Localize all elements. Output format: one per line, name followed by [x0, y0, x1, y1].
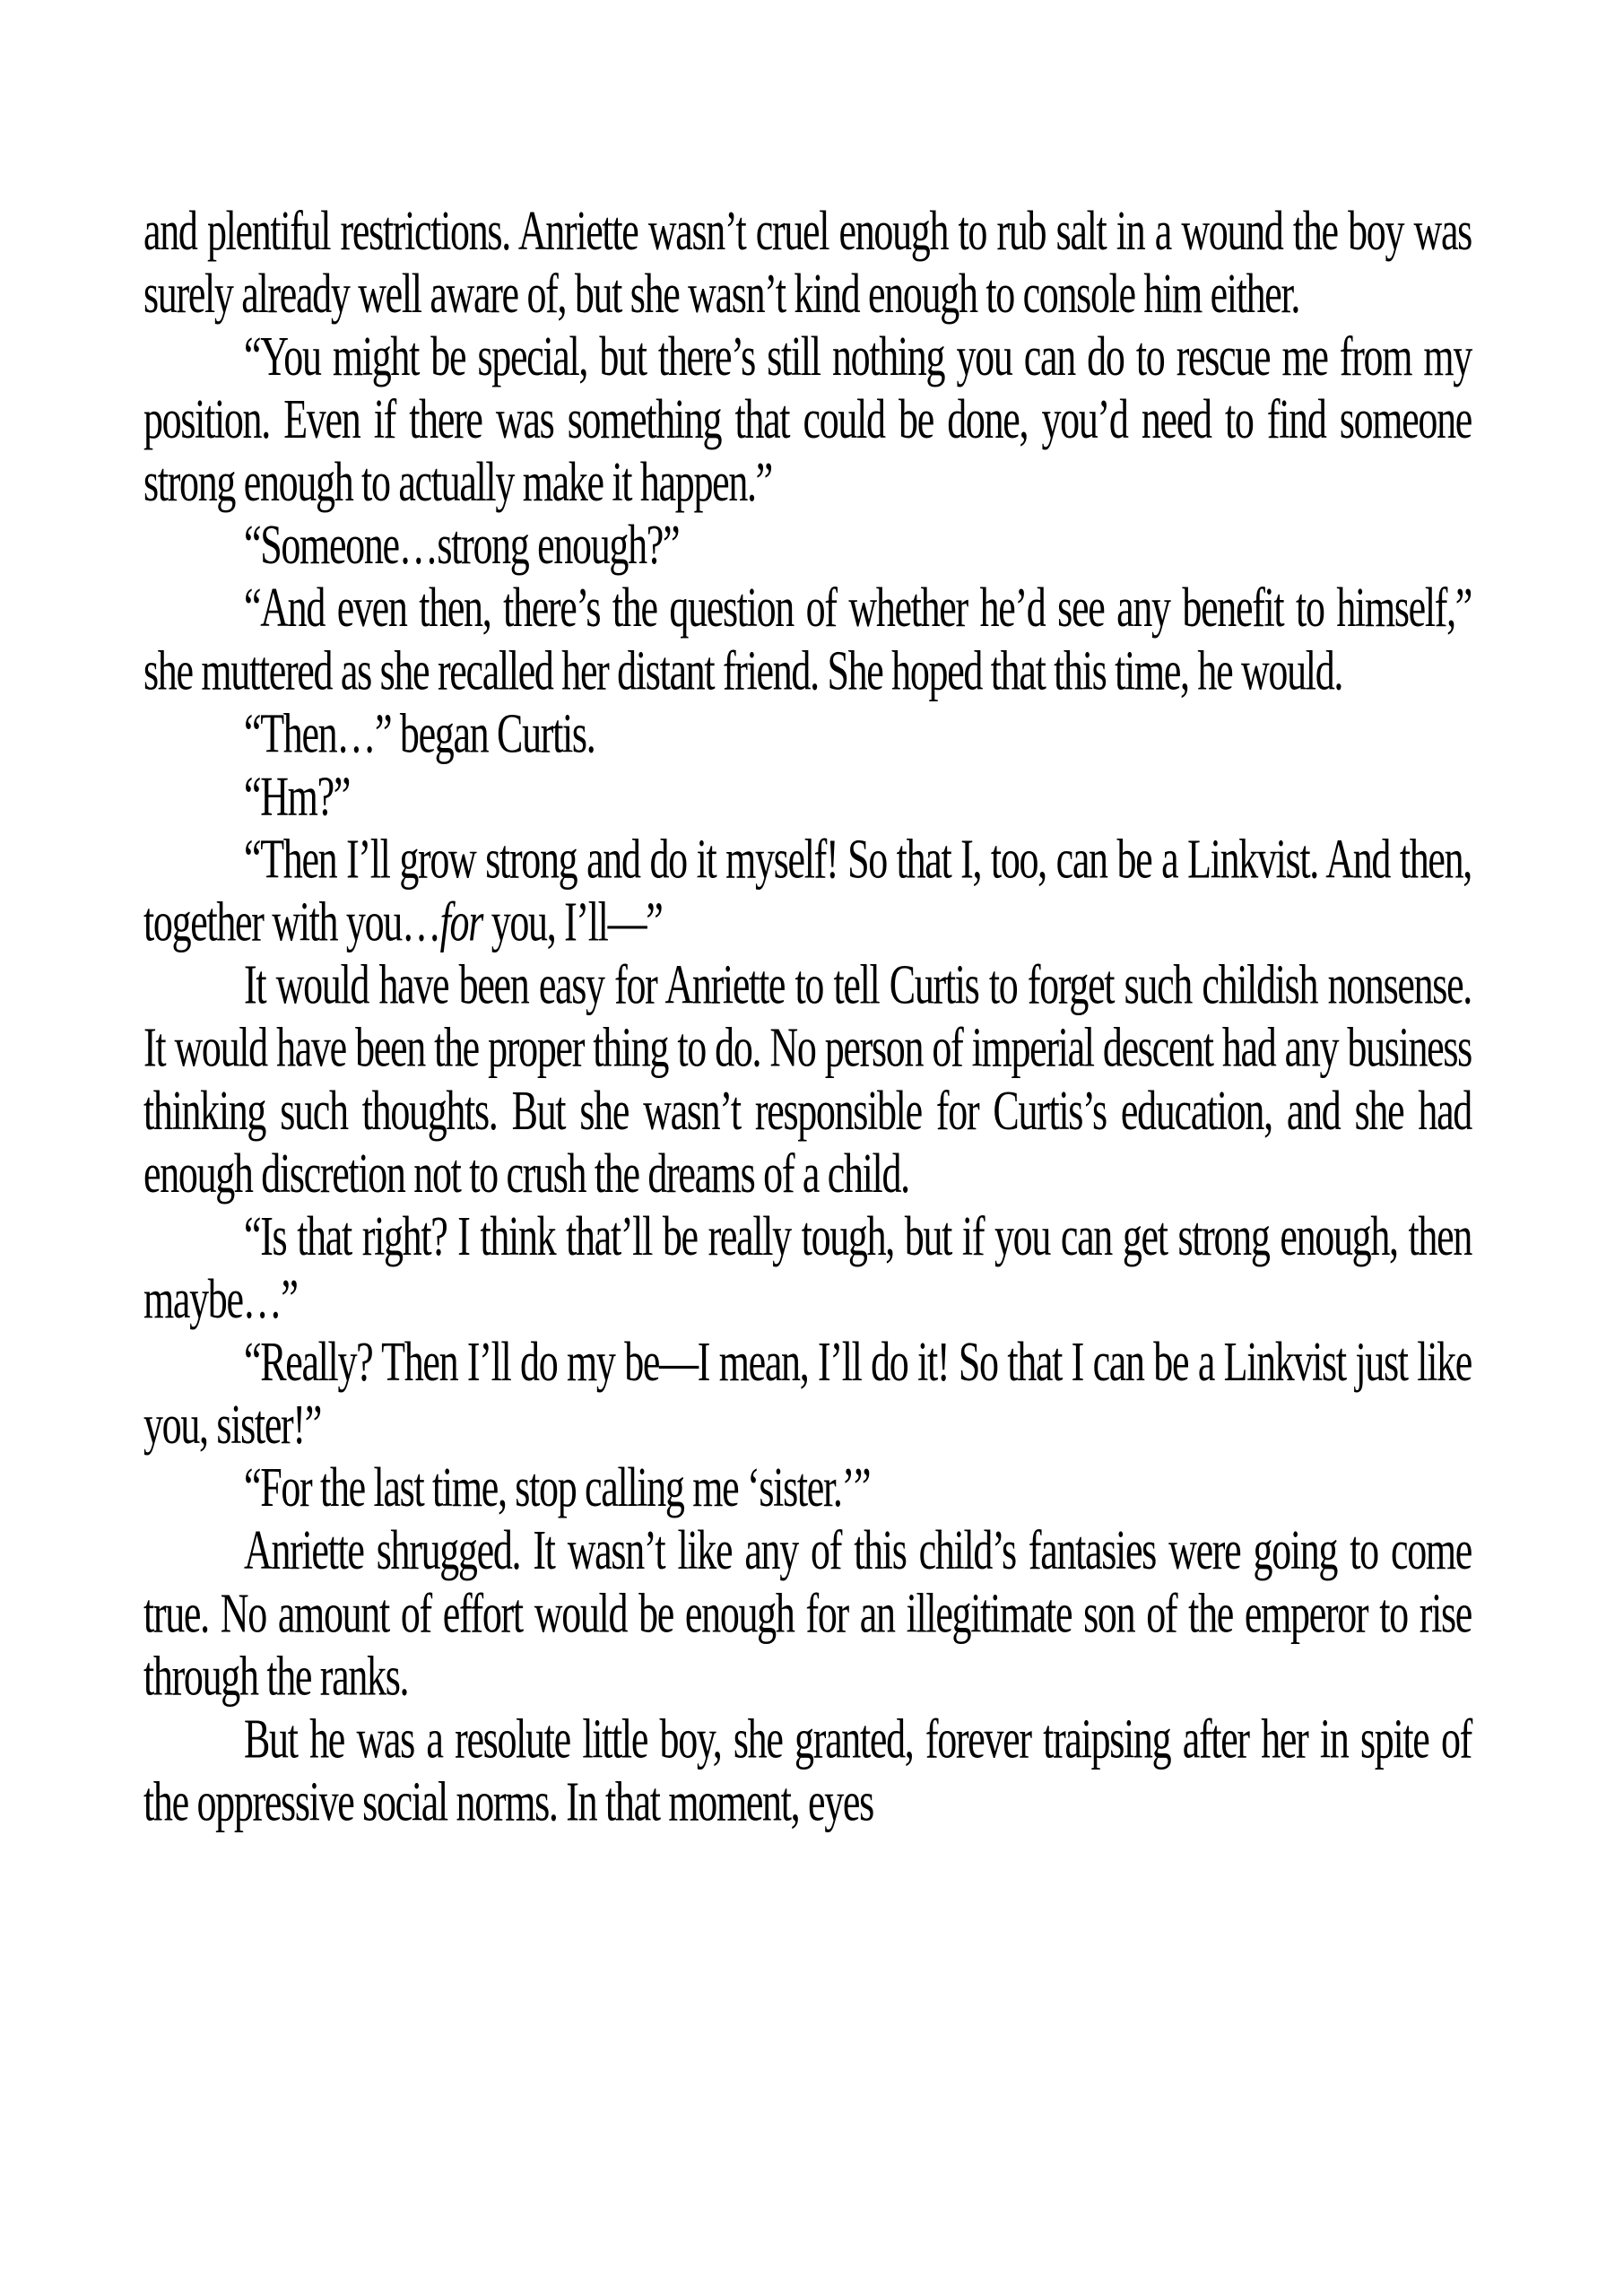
text-segment: you, I’ll—”: [482, 890, 663, 953]
paragraph: [143, 1708, 1472, 1833]
text-segment: “Then I’ll grow strong and do it myself! So that I, too, can be a Linkvist. And then, together with you…: [143, 827, 1472, 953]
text-segment: “Really? Then I’ll do my be—I mean, I’ll do it! So that I can be a Linkvist just like you, sister!”: [143, 1330, 1472, 1457]
paragraph: [143, 1330, 1472, 1456]
paragraph: [143, 576, 1472, 701]
page-text: [143, 199, 1472, 1833]
text-segment-italic: for: [439, 890, 483, 953]
paragraph: [143, 702, 1472, 765]
paragraph: [143, 828, 1472, 953]
text-segment: But he was a resolute little boy, she granted, forever traipsing after her in spite of the oppressive social norms. In that moment, eyes: [143, 1707, 1472, 1833]
paragraph: [143, 953, 1472, 1205]
text-segment: Anriette shrugged. It wasn’t like any of this child’s fantasies were going to come true. No amount of effort would be enough for an illegitimate son of the emperor to rise through the ranks.: [143, 1518, 1472, 1708]
text-segment: and plentiful restrictions. Anriette wasn’t cruel enough to rub salt in a wound the boy was surely already well aware of, but she wasn’t kind enough to console him either.: [143, 199, 1472, 326]
text-segment: “Hm?”: [244, 764, 350, 828]
paragraph: [143, 1456, 1472, 1518]
text-segment: “Someone…strong enough?”: [244, 513, 680, 577]
text-segment: “Then…” began Curtis.: [244, 701, 595, 765]
text-segment: “For the last time, stop calling me ‘sister.’”: [244, 1456, 871, 1519]
paragraph: [143, 325, 1472, 513]
text-segment: “And even then, there’s the question of whether he’d see any benefit to himself,” she muttered as she recalled her distant friend. She hoped that this time, he would.: [143, 576, 1472, 702]
paragraph: [143, 765, 1472, 828]
text-segment: “You might be special, but there’s still nothing you can do to rescue me from my position. Even if there was something that could be done, you’d need to find someone strong enough to actually make it happen.”: [143, 325, 1472, 514]
paragraph: [143, 513, 1472, 576]
text-segment: “Is that right? I think that’ll be really tough, but if you can get strong enough, then maybe…”: [143, 1205, 1472, 1331]
paragraph: [143, 1205, 1472, 1330]
paragraph: [143, 199, 1472, 325]
text-segment: It would have been easy for Anriette to tell Curtis to forget such childish nonsense. It would have been the proper thing to do. No person of imperial descent had any business thinking such thoughts. But she wasn’t responsible for Curtis’s education, and she had enough discretion not to crush the dreams of a child.: [143, 952, 1472, 1205]
paragraph: [143, 1518, 1472, 1707]
